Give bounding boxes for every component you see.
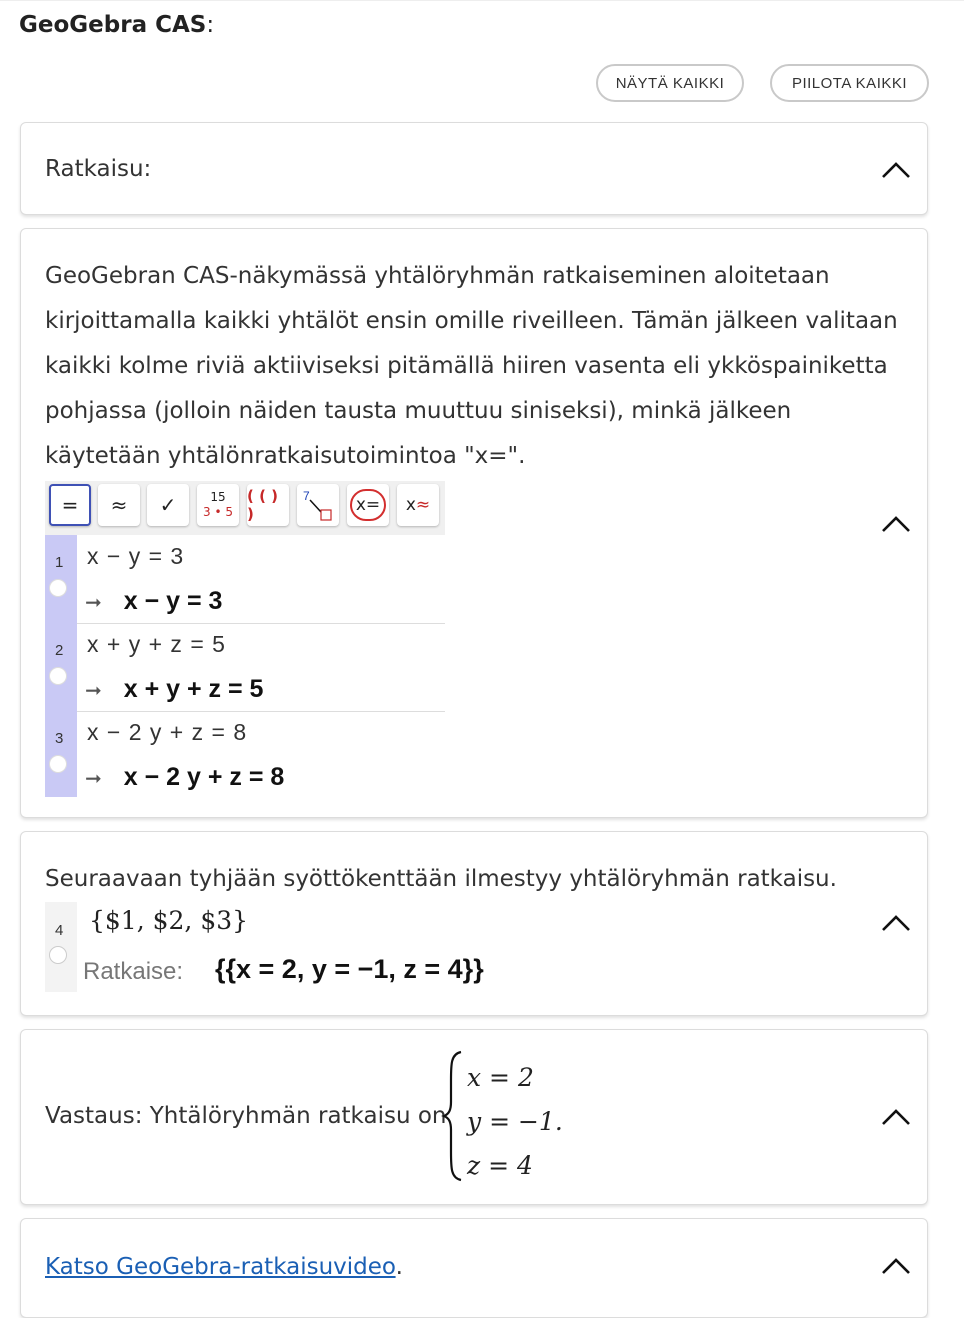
evaluate-button[interactable]: = <box>49 484 91 526</box>
arrow-icon: ➞ <box>85 768 102 790</box>
substitute-button[interactable] <box>297 484 339 526</box>
factor-button[interactable] <box>197 484 239 526</box>
factor-bottom: 3 • 5 <box>203 505 233 519</box>
nsolve-sym: ≈ <box>415 495 431 515</box>
intro-text: GeoGebran CAS-näkymässä yhtälöryhmän ratkaiseminen aloitetaan kirjoittamalla kaikki yhtälöt ensin omille riveilleen. Tämän jälkeen valitaan kaikki kolme riviä aktiiviseksi pitämällä hiiren vasenta eli ykköspainiketta pohjassa (jolloin näiden tausta muuttuu siniseksi), minkä jälkeen käytetään yhtälönratkaisutoimintoa "x=". <box>45 263 898 469</box>
solution-header: Ratkaisu: <box>45 156 152 182</box>
page-title: GeoGebra CAS: <box>19 12 215 38</box>
cas-input[interactable]: {$1, $2, $3} <box>89 906 249 935</box>
solve-label: Ratkaise: <box>83 958 184 985</box>
keep-input-button[interactable]: ✓ <box>147 484 189 526</box>
row-number: 4 <box>55 922 64 939</box>
intro-card <box>20 228 928 818</box>
cas-output: ➞ x + y + z = 5 <box>85 675 264 703</box>
row-divider <box>77 711 445 712</box>
cas-output: ➞ x − 2 y + z = 8 <box>85 763 285 791</box>
cas-output: ➞ x − y = 3 <box>85 587 223 615</box>
cas-output: {{x = 2, y = −1, z = 4}} <box>215 954 484 984</box>
video-card <box>20 1218 928 1318</box>
solution-header-card[interactable] <box>20 122 928 215</box>
answer-card <box>20 1029 928 1205</box>
svg-text:7: 7 <box>303 489 310 503</box>
video-link[interactable]: Katso GeoGebra-ratkaisuvideo <box>45 1254 396 1280</box>
chevron-up-icon[interactable] <box>881 1257 911 1275</box>
row-radio[interactable] <box>49 579 67 597</box>
answer-text: Vastaus: Yhtälöryhmän ratkaisu on <box>45 1103 447 1129</box>
result-card <box>20 831 928 1016</box>
numeric-solve-button[interactable] <box>397 484 439 526</box>
chevron-up-icon[interactable] <box>881 1108 911 1126</box>
cas-toolbar <box>45 481 445 535</box>
answer-system: x = 2 y = −1. z = 4 <box>467 1063 563 1180</box>
video-line: Katso GeoGebra-ratkaisuvideo. <box>45 1254 403 1280</box>
cas-rows <box>45 535 445 797</box>
row-number: 1 <box>55 554 64 571</box>
solve-label: x= <box>350 489 386 521</box>
hide-all-button[interactable]: PIILOTA KAIKKI <box>770 64 929 102</box>
row-radio[interactable] <box>49 755 67 773</box>
result-text: Seuraavaan tyhjään syöttökenttään ilmestyy yhtälöryhmän ratkaisu. <box>45 866 837 892</box>
chevron-up-icon[interactable] <box>881 161 911 179</box>
arrow-icon: ➞ <box>85 680 102 702</box>
factor-top: 15 <box>210 490 226 504</box>
solve-button[interactable] <box>347 484 389 526</box>
chevron-up-icon[interactable] <box>881 515 911 533</box>
show-all-button[interactable]: NÄYTÄ KAIKKI <box>596 64 744 102</box>
top-divider <box>0 0 964 1</box>
cas-input[interactable]: x + y + z = 5 <box>87 631 226 657</box>
cas-input[interactable]: x − 2 y + z = 8 <box>87 719 248 745</box>
nsolve-x: x <box>405 495 416 515</box>
substitute-icon <box>301 488 335 522</box>
row-radio[interactable] <box>49 667 67 685</box>
cas-input[interactable]: x − y = 3 <box>87 543 185 569</box>
arrow-icon: ➞ <box>85 592 102 614</box>
expand-button[interactable]: ( ( ) ) <box>247 484 289 526</box>
chevron-up-icon[interactable] <box>881 914 911 932</box>
brace-icon <box>441 1050 463 1182</box>
row-number: 3 <box>55 730 64 747</box>
row-number: 2 <box>55 642 64 659</box>
row-radio[interactable] <box>49 946 67 964</box>
row-divider <box>77 623 445 624</box>
numeric-button[interactable]: ≈ <box>98 484 140 526</box>
